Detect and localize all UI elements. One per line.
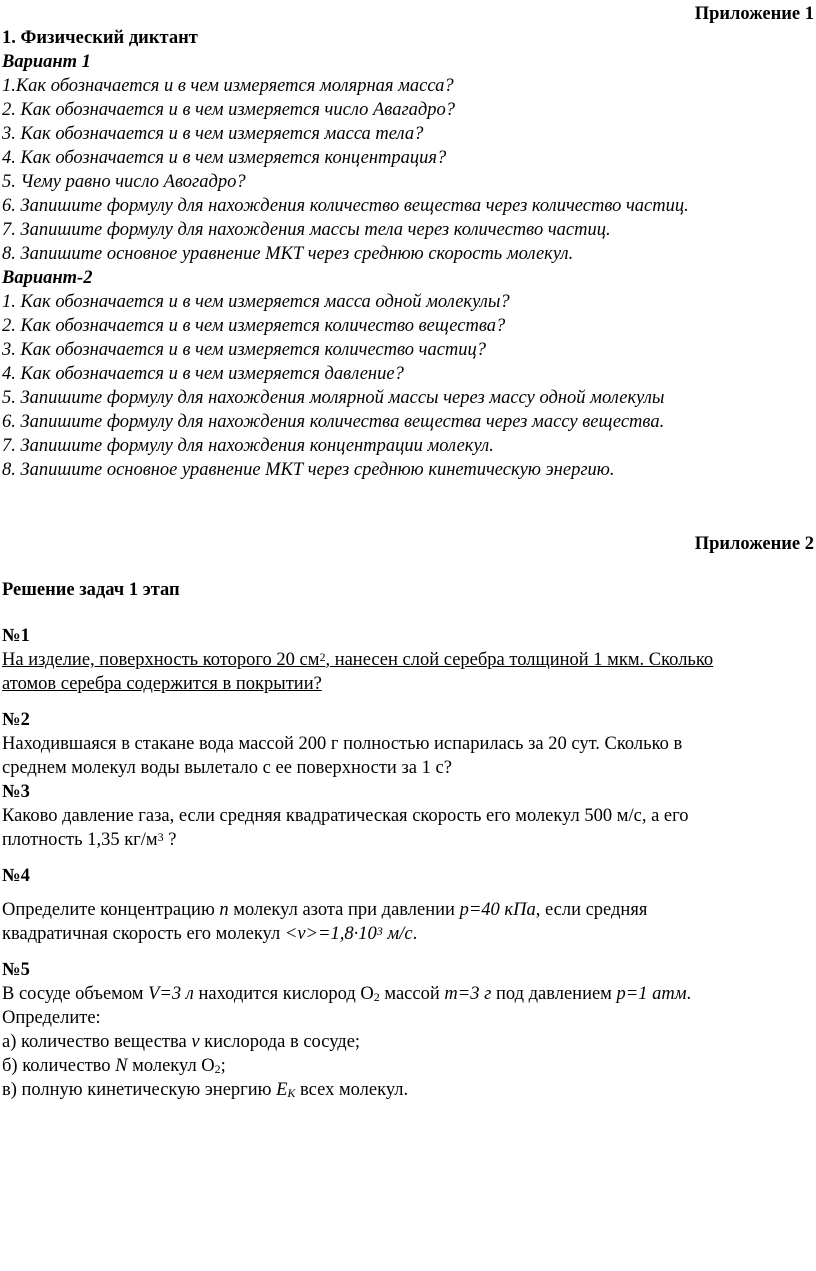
variant-1-item: 4. Как обозначается и в чем измеряется концентрация? (2, 148, 447, 168)
problem-5-label: №5 (2, 960, 30, 980)
variant-1-item: 7. Запишите формулу для нахождения массы тела через количество частиц. (2, 220, 611, 240)
problem-3-text: Каково давление газа, если средняя квадратическая скорость его молекул 500 м/с, а его (2, 806, 689, 826)
appendix-2-header: Приложение 2 (694, 534, 814, 554)
problem-4-label: №4 (2, 866, 30, 886)
variant-1-item: 6. Запишите формулу для нахождения количество вещества через количество частиц. (2, 196, 689, 216)
problem-1-text: атомов серебра содержится в покрытии? (2, 674, 322, 694)
variant-1-item: 5. Чему равно число Авогадро? (2, 172, 246, 192)
problem-5-text: в) полную кинетическую энергию $E_K$ всех молекул. (2, 1080, 409, 1100)
dictation-title: 1. Физический диктант (2, 28, 198, 48)
problem-3-label: №3 (2, 782, 30, 802)
variant-2-item: 8. Запишите основное уравнение МКТ через среднюю кинетическую энергию. (2, 460, 615, 480)
variant-1-item: 3. Как обозначается и в чем измеряется масса тела? (2, 124, 424, 144)
variant-1-item: 8. Запишите основное уравнение МКТ через среднюю скорость молекул. (2, 244, 574, 264)
variant-2-item: 4. Как обозначается и в чем измеряется давление? (2, 364, 404, 384)
variant-1-item: 2. Как обозначается и в чем измеряется число Авагадро? (2, 100, 456, 120)
variant-1-item: 1.Как обозначается и в чем измеряется молярная масса? (2, 76, 454, 96)
problem-1-text: На изделие, поверхность которого 20 $см^2$, нанесен слой серебра толщиной 1 мкм. Сколько (2, 650, 714, 670)
problem-4-text: Определите концентрацию n молекул азота при давлении p=40 кПа, если средняя (2, 900, 648, 920)
problem-5-text: а) количество вещества ν кислорода в сосуде; (2, 1032, 361, 1052)
problem-2-text: Находившаяся в стакане вода массой 200 г полностью испарилась за 20 сут. Сколько в (2, 734, 683, 754)
variant-1-heading: Вариант 1 (2, 52, 91, 72)
problem-2-text: среднем молекул воды вылетало с ее поверхности за 1 с? (2, 758, 452, 778)
problem-1-label: №1 (2, 626, 30, 646)
problem-3-text: плотность 1,35 $кг/м^3$ ? (2, 830, 177, 850)
variant-2-item: 2. Как обозначается и в чем измеряется количество вещества? (2, 316, 506, 336)
variant-2-item: 7. Запишите формулу для нахождения концентрации молекул. (2, 436, 494, 456)
variant-2-item: 6. Запишите формулу для нахождения количества вещества через массу вещества. (2, 412, 665, 432)
problems-title: Решение задач 1 этап (2, 580, 180, 600)
variant-2-item: 5. Запишите формулу для нахождения молярной массы через массу одной молекулы (2, 388, 665, 408)
variant-2-item: 1. Как обозначается и в чем измеряется масса одной молекулы? (2, 292, 510, 312)
problem-5-text: Определите: (2, 1008, 101, 1028)
variant-2-item: 3. Как обозначается и в чем измеряется количество частиц? (2, 340, 487, 360)
problem-2-label: №2 (2, 710, 30, 730)
problem-4-text: квадратичная скорость его молекул $<v>=1,8\cdot 10^3$ м/с. (2, 924, 418, 944)
problem-5-text: В сосуде объемом V=3 л находится кислород $O_2$ массой m=3 г под давлением p=1 атм. (2, 984, 692, 1004)
problem-5-text: б) количество N молекул $O_2$; (2, 1056, 226, 1076)
appendix-1-header: Приложение 1 (694, 4, 814, 24)
variant-2-heading: Вариант-2 (2, 268, 93, 288)
